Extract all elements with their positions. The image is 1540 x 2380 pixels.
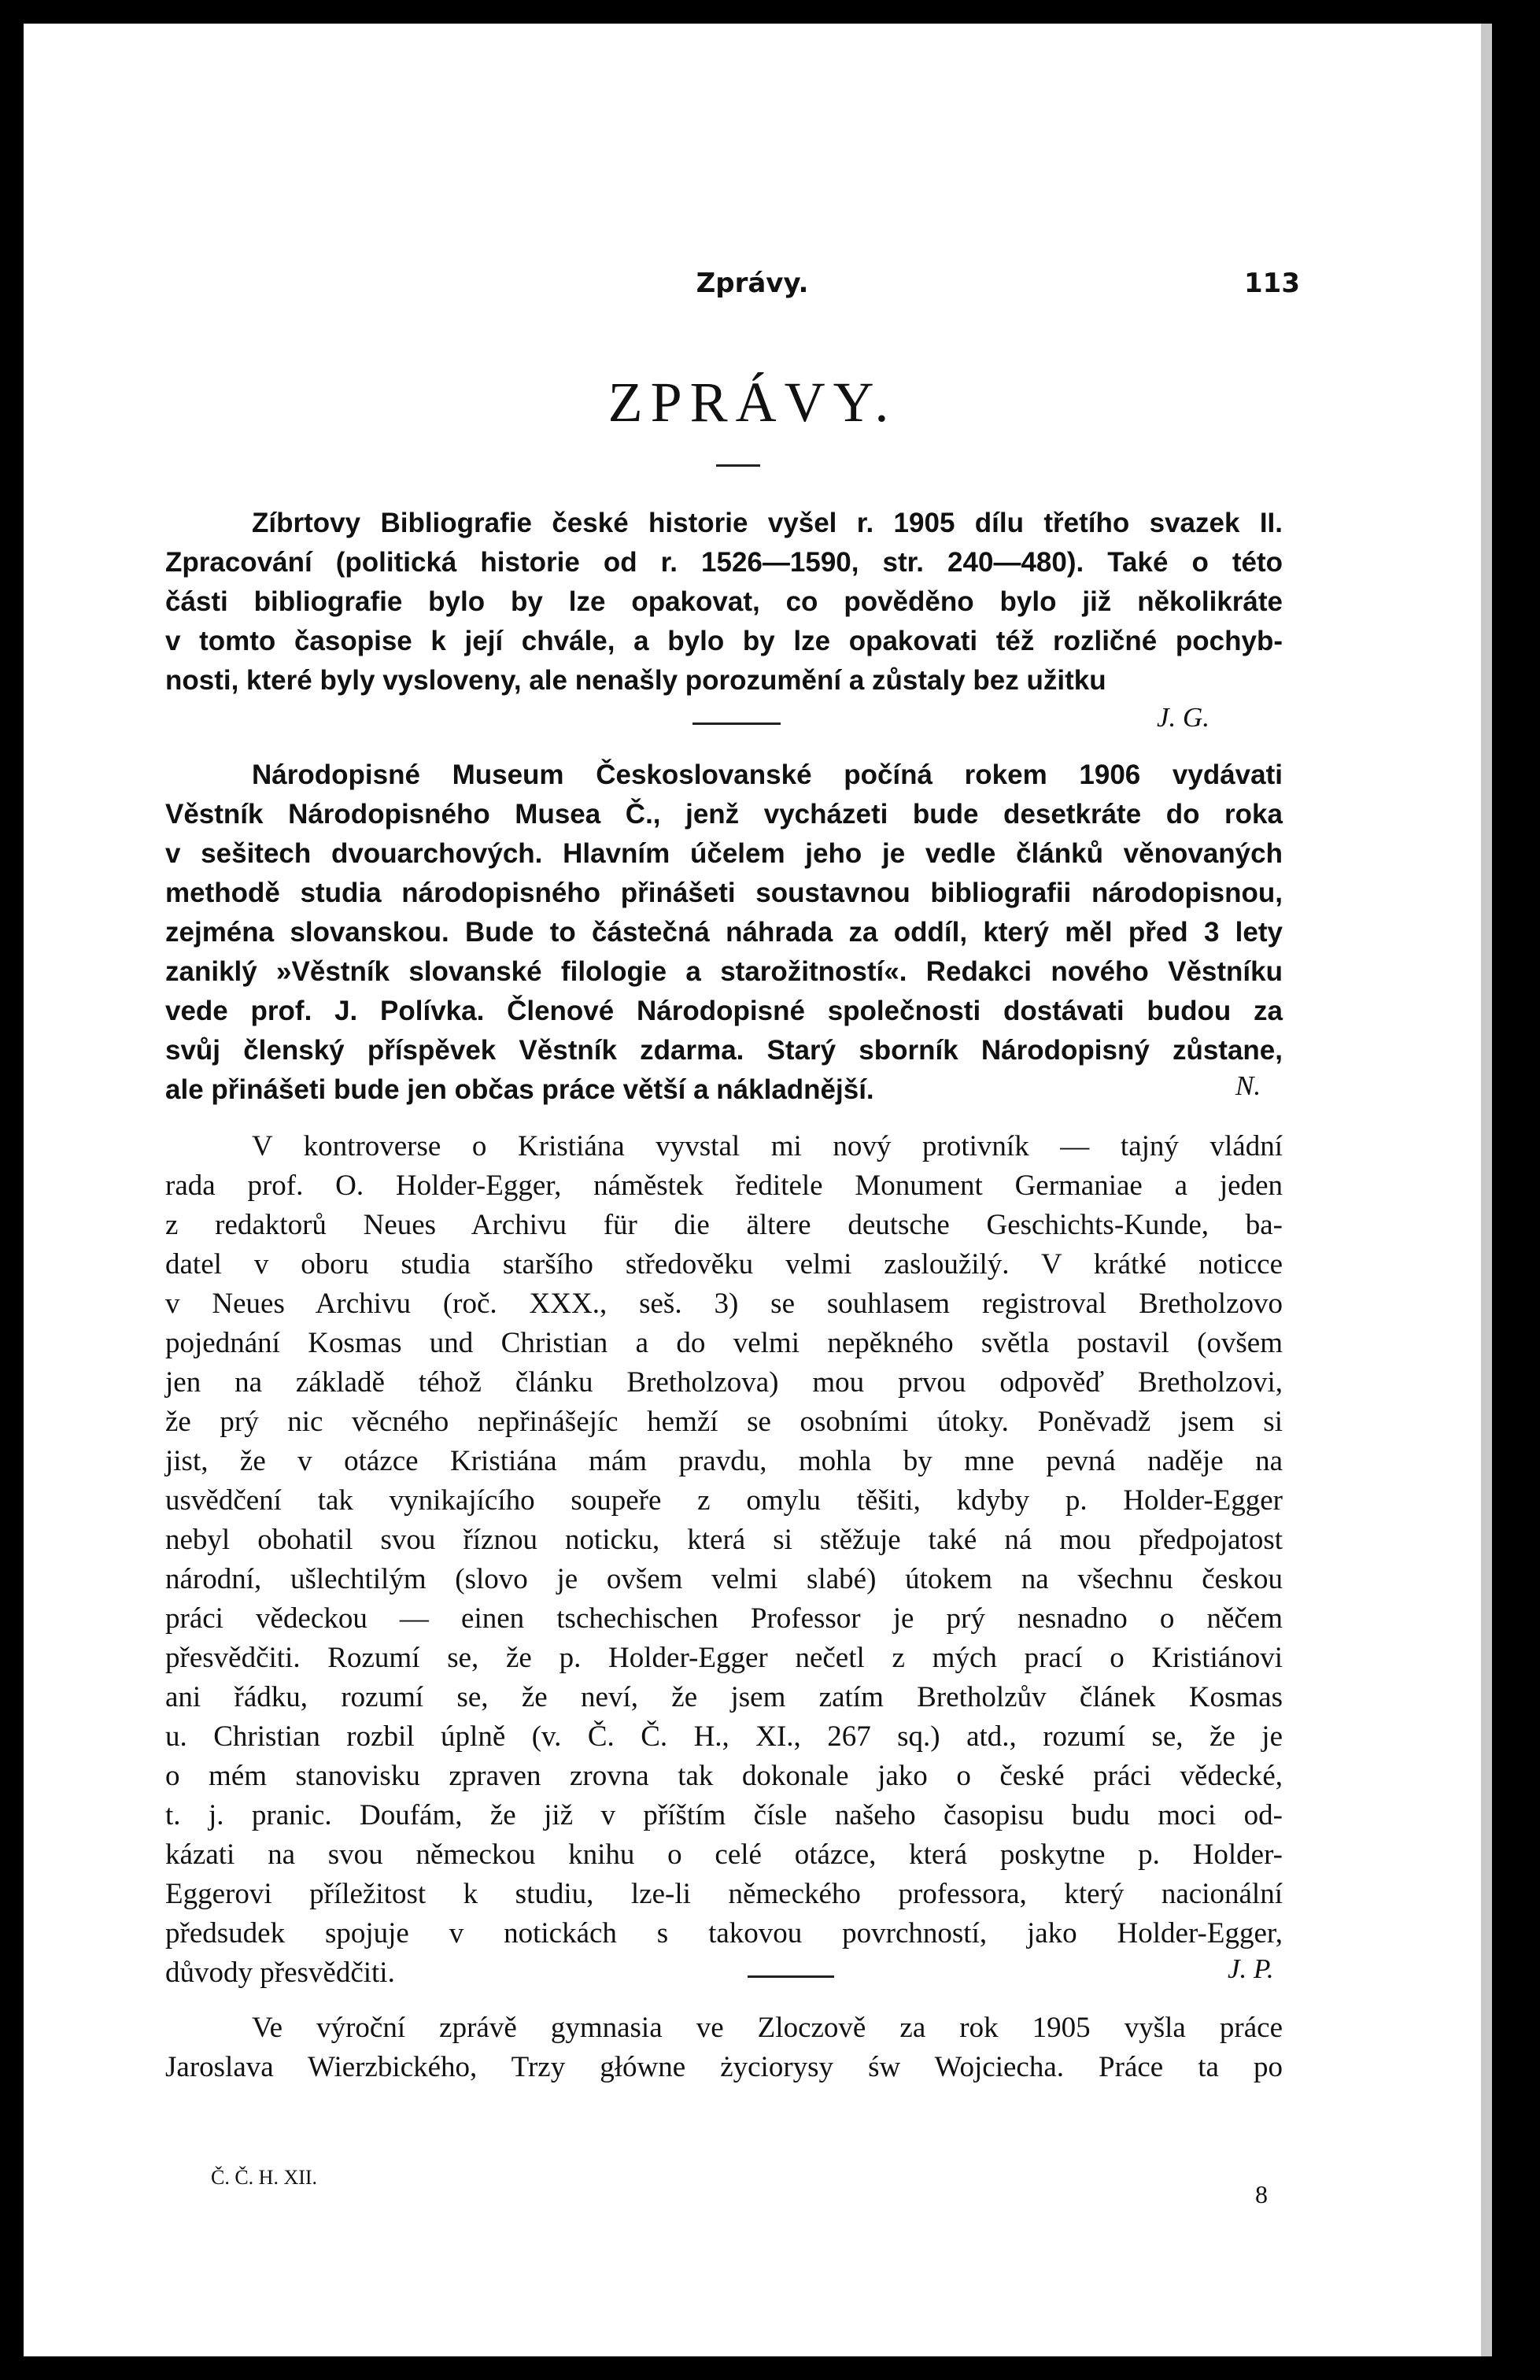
text-line: o mém stanovisku zpraven zrovna tak dokonale jako o české práci vědecké, [165,1760,1283,1792]
text-line: Národopisné Museum Českoslovanské počíná rokem 1906 vydávati [252,759,1283,790]
text-line: Ve výroční zprávě gymnasia ve Zloczově za rok 1905 vyšla práce [252,2012,1283,2044]
text-line: práci vědeckou — einen tschechischen Professor je prý nesnadno o něčem [165,1602,1283,1635]
text-line: V kontroverse o Kristiána vyvstal mi nový protivník — tajný vládní [252,1130,1283,1162]
text-line: národní, ušlechtilým (slovo je ovšem velmi slabé) útokem na všechnu českou [165,1563,1283,1595]
section-divider [692,722,781,725]
article-zloczow [165,2009,1283,2087]
signature-museum: N. [1235,1070,1261,1101]
text-line: pojednání Kosmas und Christian a do velmi nepěkného světla postavil (ovšem [165,1327,1283,1359]
running-header [24,268,1481,307]
text-line: zejména slovanskou. Bude to částečná náhrada za oddíl, který měl před 3 lety [165,917,1283,948]
text-line: vede prof. J. Polívka. Členové Národopisné společnosti dostávati budou za [165,996,1283,1026]
text-line: z redaktorů Neues Archivu für die ältere deutsche Geschichts-Kunde, ba- [165,1209,1283,1241]
text-line: důvody přesvědčiti. [165,1957,395,1989]
text-line: nosti, které byly vysloveny, ale nenašly porozumění a zůstaly bez užitku [165,665,1106,696]
text-line: datel v oboru studia staršího středověku velmi zasloužilý. V krátké noticce [165,1248,1283,1281]
article-zibrt [165,504,1283,700]
text-line: jen na základě téhož článku Bretholzova) mou prvou odpověď Bretholzovi, [165,1366,1283,1399]
text-line: předsudek spojuje v notickách s takovou povrchností, jako Holder-Egger, [165,1917,1283,1949]
text-line: v tomto časopise k její chvále, a bylo by lze opakovati též rozličné pochyb- [165,626,1283,656]
text-line: ani řádku, rozumí se, že neví, že jsem zatím Bretholzův článek Kosmas [165,1681,1283,1713]
text-line: Zpracování (politická historie od r. 1526—1590, str. 240—480). Také o této [165,547,1283,578]
article-kristian [165,1127,1283,1993]
sheet-number: 8 [1255,2180,1268,2208]
text-line: t. j. pranic. Doufám, že již v příštím čísle našeho časopisu budu moci od- [165,1799,1283,1831]
text-line: methodě studia národopisného přinášeti soustavnou bibliografii národopisnou, [165,878,1283,908]
text-line: že prý nic věcného nepřinášejíc hemží se osobními útoky. Poněvadž jsem si [165,1406,1283,1438]
signature-kristian: J. P. [1228,1953,1274,1984]
text-line: u. Christian rozbil úplně (v. Č. Č. H., XI., 267 sq.) atd., rozumí se, že je [165,1720,1283,1753]
text-line: svůj členský příspěvek Věstník zdarma. Starý sborník Národopisný zůstane, [165,1035,1283,1066]
article-museum [165,756,1283,1110]
text-line: jist, že v otázce Kristiána mám pravdu, mohla by mne pevná naděje na [165,1445,1283,1477]
text-line: části bibliografie bylo by lze opakovat, co pověděno bylo již několikráte [165,586,1283,617]
text-line: přesvědčiti. Rozumí se, že p. Holder-Egger nečetl z mých prací o Kristiánovi [165,1642,1283,1674]
page-number: 113 [1244,268,1300,299]
text-line: kázati na svou německou knihu o celé otázce, která poskytne p. Holder- [165,1839,1283,1871]
document-page [24,24,1492,2356]
text-line: nebyl obohatil svou říznou noticku, která si stěžuje také ná mou předpojatost [165,1524,1283,1556]
running-title: Zprávy. [696,268,809,299]
text-line: v Neues Archivu (roč. XXX., seš. 3) se souhlasem registroval Bretholzovo [165,1288,1283,1320]
signature-zibrt: J. G. [1157,702,1210,733]
signature-mark: Č. Č. H. XII. [211,2166,318,2189]
text-line: usvědčení tak vynikajícího soupeře z omylu těšiti, kdyby p. Holder-Egger [165,1484,1283,1517]
section-divider [748,1975,834,1978]
text-line: ale přinášeti bude jen občas práce větší a nákladnější. [165,1074,874,1105]
text-line: v sešitech dvouarchových. Hlavním účelem jeho je vedle článků věnovaných [165,838,1283,869]
page-title: ZPRÁVY. [608,371,897,434]
text-line: rada prof. O. Holder-Egger, náměstek ředitele Monument Germaniae a jeden [165,1170,1283,1202]
text-line: Zíbrtovy Bibliografie české historie vyšel r. 1905 dílu třetího svazek II. [252,508,1283,538]
text-line: Věstník Národopisného Musea Č., jenž vycházeti bude desetkráte do roka [165,799,1283,830]
text-line: Jaroslava Wierzbického, Trzy główne życiorysy św Wojciecha. Práce ta po [165,2051,1283,2083]
title-rule [716,464,760,467]
text-line: zaniklý »Věstník slovanské filologie a starožitností«. Redakci nového Věstníku [165,956,1283,987]
text-line: Eggerovi příležitost k studiu, lze-li německého professora, který nacionální [165,1878,1283,1910]
